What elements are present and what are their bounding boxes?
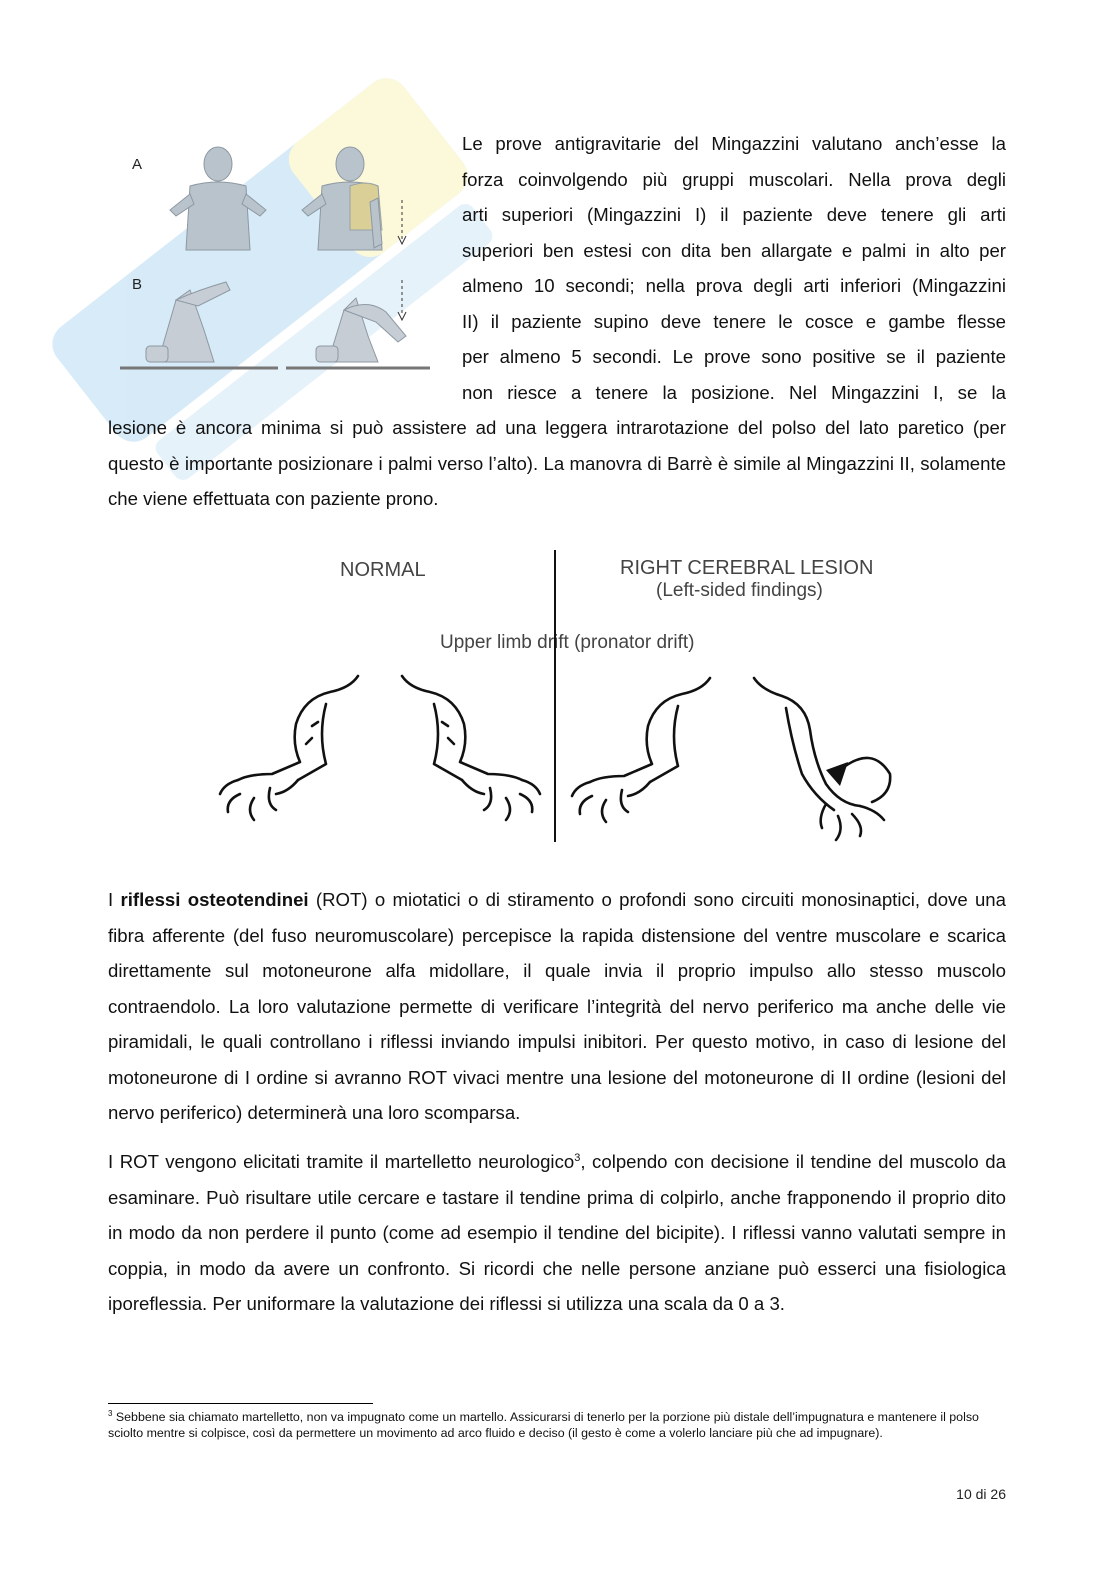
text-line: forza coinvolgendo più gruppi muscolari. Nella prova degli (462, 168, 1006, 190)
pronator-drift-figure (200, 548, 920, 848)
text-line: per almeno 5 secondi. Le prove sono positive se il paziente (462, 346, 1006, 367)
rotation-arrow-icon (826, 762, 848, 786)
normal-label: NORMAL (340, 559, 426, 581)
footnote-reference[interactable]: 3 (574, 1151, 581, 1164)
figure-a-drift (302, 147, 406, 250)
text-run: , colpendo con decisione il tendine del muscolo da esaminare. Può risultare utile cercare e tastare il tendine prima di colpirlo, anche frapponendo il proprio dito in modo da non perdere il punto (come ad esempio il tendine del bicipite). I riflessi vanno valutati sempre in coppia, in modo da avere un confronto. Si ricordi che nelle persone anziane può esserci una fisiologica iporeflessia. Per uniformare la valutazione dei riflessi si utilizza una scala da 0 a 3. (108, 1151, 1006, 1314)
lesion-right-arm (754, 678, 890, 840)
figure-label-b: B (132, 276, 143, 293)
figure-b-drift (316, 280, 406, 362)
text-line: almeno 10 secondi; nella prova degli arti inferiori (Mingazzini (462, 275, 1006, 296)
text-line: Le prove antigravitarie del Mingazzini valutano anch’esse la (462, 133, 1006, 154)
normal-left-arm (220, 676, 358, 820)
text-line: arti superiori (Mingazzini I) il paziente deve tenere gli arti (462, 204, 1006, 225)
lesion-label: RIGHT CEREBRAL LESION (620, 557, 874, 579)
figure-label-a: A (132, 156, 143, 173)
term-riflessi-osteotendinei: riflessi osteotendinei (120, 889, 309, 910)
footnote-text: Sebbene sia chiamato martelletto, non va impugnato come un martello. Assicurarsi di tenerlo per la porzione più distale dell’impugnatura e mantenere il polso sciolto mentre si colpisce, così da permettere un movimento ad arco fluido e deciso (il gesto è come a volerlo lanciare più che ad impugnare). (108, 1410, 979, 1440)
text-run: (ROT) o miotatici o di stiramento o profondi sono circuiti monosinaptici, dove una fibra afferente (del fuso neuromuscolare) percepisce la rapida distensione del ventre muscolare e scarica direttamente sul motoneurone alfa midollare, il quale invia il proprio impulso allo stesso muscolo contraendolo. La loro valutazione permette di verificare l’integrità del nervo periferico ma anche delle vie piramidali, le quali controllano i riflessi inviando impulsi inibitori. Per questo motivo, in caso di lesione del motoneurone di I ordine si avranno ROT vivaci mentre una lesione del motoneurone di II ordine (lesioni del nervo periferico) determinerà una loro scomparsa. (108, 889, 1006, 1123)
text-line: II) il paziente supino deve tenere le cosce e gambe flesse (462, 310, 1006, 332)
figure-a-normal (170, 147, 266, 250)
lesion-sublabel: (Left-sided findings) (656, 580, 823, 601)
footnote-number: 3 (108, 1408, 113, 1418)
drift-caption: Upper limb drift (pronator drift) (440, 632, 695, 653)
normal-right-arm (402, 676, 540, 820)
text-run: I ROT vengono elicitati tramite il martelletto neurologico (108, 1151, 575, 1172)
text-line: non riesce a tenere la posizione. Nel Mingazzini I, se la (462, 381, 1006, 403)
paragraph-mingazzini-rest: lesione è ancora minima si può assistere ad una leggera intrarotazione del polso del lato paretico (per questo è importante posizionare i palmi verso l’alto). La manovra di Barrè è simile al Mingazzini II, solamente che viene effettuata con paziente prono. (108, 417, 1006, 509)
page-number: 10 di 26 (956, 1486, 1006, 1502)
paragraph-rot-definition (108, 882, 1006, 1131)
text-run: I (108, 889, 121, 910)
paragraph-mingazzini-intro (462, 126, 1006, 410)
figure-b-normal (146, 282, 230, 362)
footnote-separator (108, 1403, 373, 1404)
text-line: superiori ben estesi con dita ben allargate e palmi in alto per (462, 239, 1006, 261)
lesion-left-arm (572, 678, 710, 822)
mingazzini-drawings (118, 140, 438, 380)
footnote (108, 1410, 1006, 1441)
mingazzini-figure (118, 140, 438, 380)
paragraph-rot-technique (108, 1144, 1006, 1322)
